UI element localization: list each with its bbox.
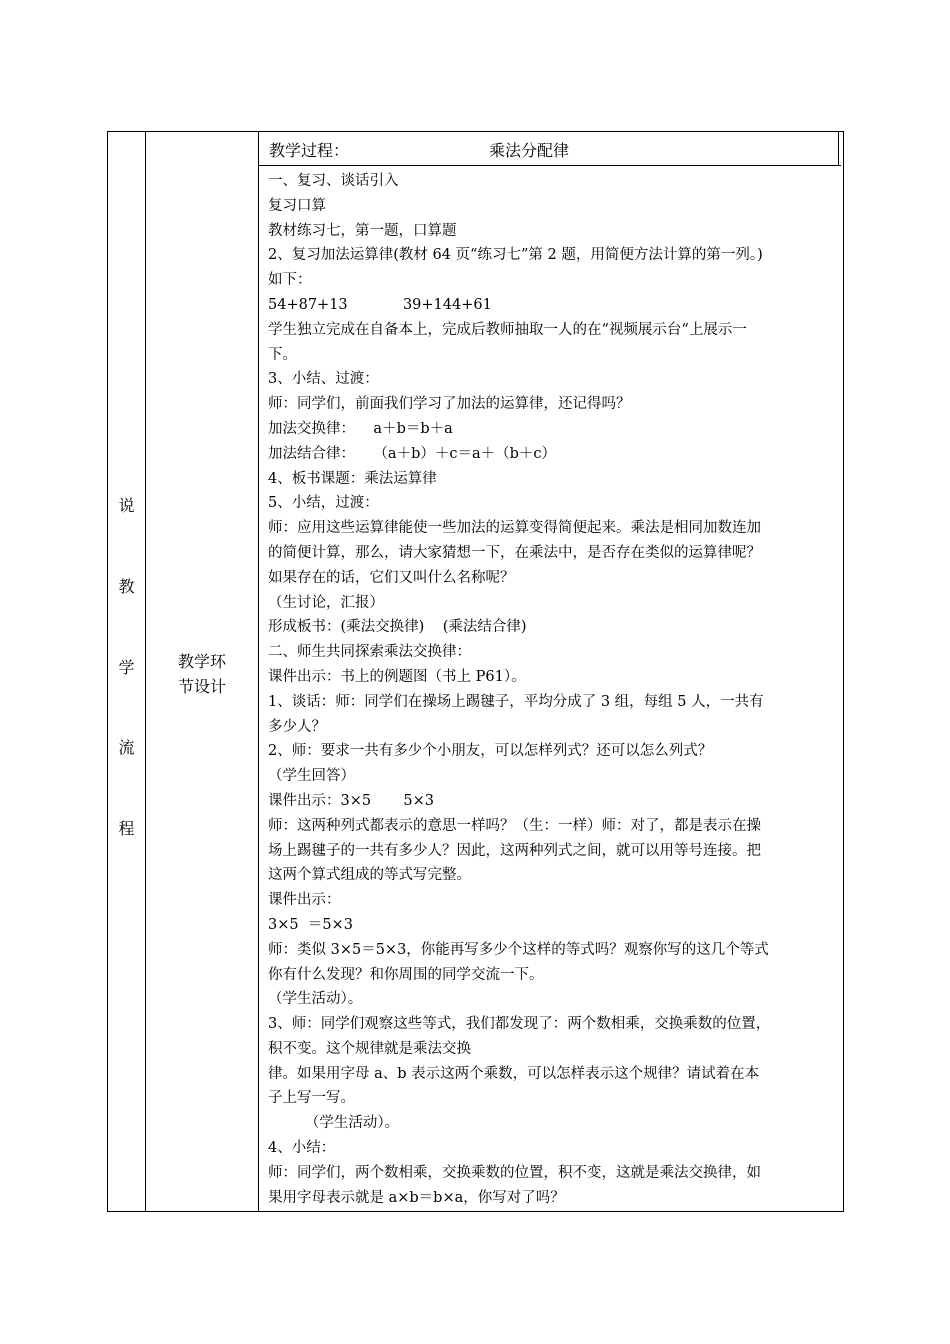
side-title-char: 说 — [118, 496, 135, 515]
content-line: 积不变。这个规律就是乘法交换 — [268, 1040, 471, 1057]
content-line: 4、小结： — [268, 1140, 336, 1157]
content-line: 3×5 ＝5×3 — [268, 916, 353, 933]
section-label-column — [146, 132, 258, 1211]
process-header — [259, 132, 841, 166]
content-line: 复习口算 — [268, 197, 326, 214]
content-line: 律。如果用字母 a、b 表示这两个乘数，可以怎样表示这个规律？请试着在本 — [268, 1065, 760, 1082]
content-line: 3、师：同学们观察这些等式，我们都发现了：两个数相乘，交换乘数的位置， — [268, 1016, 771, 1033]
side-title-char: 学 — [118, 657, 135, 677]
content-line: 学生独立完成在自备本上，完成后教师抽取一人的在“视频展示台“上展示一 — [268, 321, 747, 338]
content-line: 形成板书：(乘法交换律) (乘法结合律) — [268, 619, 527, 636]
content-line: 加法结合律： （a＋b）＋c＝a＋（b＋c） — [268, 445, 557, 462]
content-line: 如果存在的话，它们又叫什么名称呢？ — [268, 569, 515, 586]
content-line: 54+87+13 39+144+61 — [268, 296, 492, 313]
content-line: 课件出示： — [268, 892, 341, 909]
content-line: 下。 — [268, 346, 297, 363]
content-line: 5、小结，过渡： — [268, 495, 379, 512]
lesson-plan-table — [107, 131, 844, 1212]
content-line: （学生活动）。 — [268, 991, 363, 1008]
content-line: 师：同学们，前面我们学习了加法的运算律，还记得吗？ — [268, 396, 631, 413]
content-line: 你有什么发现？和你周围的同学交流一下。 — [268, 966, 544, 983]
content-line: （学生回答） — [268, 768, 355, 785]
content-line: 加法交换律： a＋b＝b＋a — [268, 420, 453, 437]
content-line: 的简便计算，那么，请大家猜想一下，在乘法中，是否存在类似的运算律呢？ — [268, 544, 761, 561]
side-title-char: 程 — [118, 819, 135, 838]
content-line: 二、师生共同探索乘法交换律： — [268, 644, 471, 661]
content-line: 师：应用这些运算律能使一些加法的运算变得简便起来。乘法是相同加数连加 — [268, 520, 761, 537]
content-line: 课件出示：3×5 5×3 — [268, 792, 434, 809]
side-title-char: 教 — [118, 576, 135, 596]
content-line: 如下： — [268, 272, 312, 289]
content-line: 2、复习加法运算律(教材 64 页“练习七”第 2 题，用简便方法计算的第一列。) — [268, 247, 763, 264]
content-line: 师：同学们，两个数相乘，交换乘数的位置，积不变，这就是乘法交换律，如 — [268, 1164, 761, 1181]
section-label — [146, 649, 258, 699]
section-label-line: 教学环 — [177, 652, 226, 671]
content-line: 课件出示：书上的例题图（书上 P61）。 — [268, 668, 526, 685]
content-column — [259, 132, 841, 1211]
content-line: 师：类似 3×5＝5×3，你能再写多少个这样的等式吗？观察你写的这几个等式 — [268, 941, 769, 958]
content-line: 这两个算式组成的等式写完整。 — [268, 867, 471, 884]
content-line: 场上踢毽子的一共有多少人？因此，这两种列式之间，就可以用等号连接。把 — [268, 842, 761, 859]
side-title-char: 流 — [118, 738, 135, 758]
section-label-line: 节设计 — [177, 677, 226, 696]
content-line: 教材练习七，第一题，口算题 — [268, 222, 457, 239]
content-line: 2、师：要求一共有多少个小朋友，可以怎样列式？还可以怎么列式？ — [268, 743, 713, 760]
content-line: 子上写一写。 — [268, 1090, 355, 1107]
lesson-topic: 乘法分配律 — [489, 141, 570, 160]
content-line: 1、谈话：师：同学们在操场上踢毽子，平均分成了 3 组，每组 5 人，一共有 — [268, 693, 764, 710]
content-line: 多少人？ — [268, 718, 326, 735]
side-title-column — [108, 132, 145, 1211]
content-line: （生讨论，汇报） — [268, 594, 384, 611]
header-inner-border — [838, 132, 839, 165]
content-line: 一、复习、谈话引入 — [268, 173, 399, 189]
lesson-content — [268, 169, 831, 1210]
content-line: 3、小结、过渡： — [268, 371, 379, 388]
content-line: 师：这两种列式都表示的意思一样吗？（生：一样）师：对了，都是表示在操 — [268, 817, 761, 834]
content-line: 果用字母表示就是 a×b＝b×a，你写对了吗？ — [268, 1189, 565, 1206]
side-title — [108, 495, 145, 840]
content-line: （学生活动）。 — [268, 1115, 400, 1132]
content-line: 4、板书课题：乘法运算律 — [268, 470, 437, 487]
process-label: 教学过程： — [269, 141, 350, 160]
